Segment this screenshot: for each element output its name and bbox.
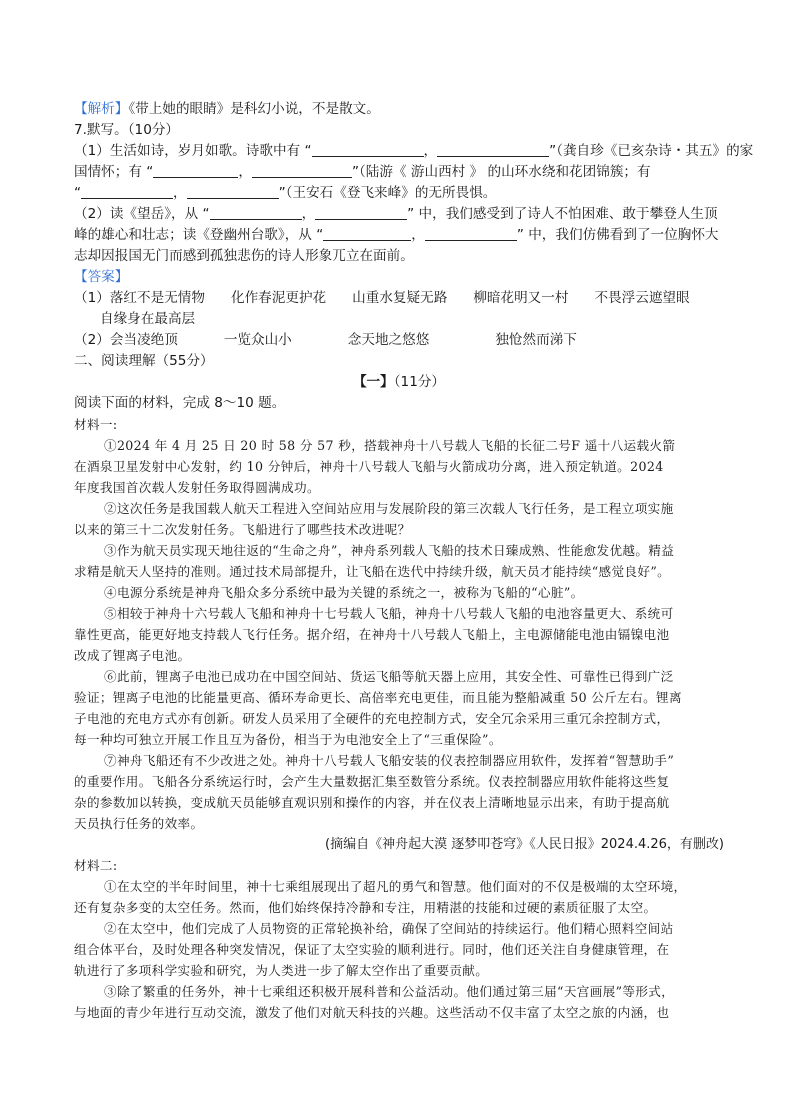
answer-blank[interactable] <box>252 163 352 178</box>
answer-blank[interactable] <box>187 184 279 199</box>
q7-line-6: 志却因报国无门而感到孤独悲伤的诗人形象兀立在面前。 <box>74 248 414 264</box>
analysis-text: 《带上她的眼睛》是科幻小说，不是散文。 <box>128 101 380 117</box>
material-2-line: 与地面的青少年进行互动交流，激发了他们对航天科技的兴趣。这些活动不仅丰富了太空之旅的内涵，也 <box>74 1005 670 1020</box>
answer-blank[interactable] <box>153 163 238 178</box>
reading-instruction: 阅读下面的材料，完成 8～10 题。 <box>74 395 286 411</box>
answer-blank[interactable] <box>315 205 407 220</box>
material-1-line: 验证；锂离子电池的比能量更高、循环寿命更长、高倍率充电更佳，而且能为整船减重 50 公斤左右。锂离 <box>74 690 682 705</box>
material-1-line: 天员执行任务的效率。 <box>74 816 204 831</box>
part-title-label: 【一】 <box>352 374 394 390</box>
answer-row-3 <box>74 330 724 351</box>
material-1-line: 以来的第三十二次发射任务。飞船进行了哪些技术改进呢？ <box>74 522 411 537</box>
q7-text: ” 中，我们仿佛看到了一位胸怀大 <box>516 227 719 243</box>
answer-blank[interactable] <box>425 226 517 241</box>
material-1-line: ①2024 年 4 月 25 日 20 时 58 分 57 秒，搭载神舟十八号载人飞船的长征二号F 遥十八运载火箭 <box>104 438 676 453</box>
answer-item: 会当凌绝顶 <box>109 332 178 348</box>
material-1-line: 杂的参数加以转换，变成航天员能够直观识别和操作的内容，并在仪表上清晰地显示出来，有助于提高航 <box>74 795 670 810</box>
q7-text: ”（陆游《 游山西村 》 的山环水绕和花团锦簇；有 <box>351 164 651 180</box>
answer-row-2: 自缘身在最高层 <box>100 311 196 327</box>
material-2-line: 轨进行了多项科学实验和研究，为人类进一步了解太空作出了重要贡献。 <box>74 963 489 978</box>
answer-item: 独怆然而涕下 <box>495 332 577 348</box>
q7-text: ， <box>423 143 438 159</box>
part-score: （11分） <box>393 374 446 390</box>
material-1-line: ⑤相较于神舟十六号载人飞船和神舟十七号载人飞船，神舟十八号载人飞船的电池容量更大、系统可 <box>104 606 674 621</box>
answer-tag: 【答案】 <box>74 269 129 285</box>
answer-item: 不畏浮云遮望眼 <box>594 290 690 306</box>
material-1-label: 材料一: <box>74 417 118 432</box>
answer-item: 柳暗花明又一村 <box>473 290 569 306</box>
answer-prefix: （2） <box>74 332 110 348</box>
answer-blank[interactable] <box>81 184 173 199</box>
material-1-line: ④电源分系统是神舟飞船众多分系统中最为关键的系统之一，被称为飞船的“心脏”。 <box>104 585 584 600</box>
part-title <box>74 372 724 393</box>
material-1-line: 子电池的充电方式亦有创新。研发人员采用了全硬件的充电控制方式，安全冗余采用三重冗余控制方式， <box>74 711 670 726</box>
material-2-line: ②在太空中，他们完成了人员物资的正常轮换补给，确保了空间站的持续运行。他们精心照料空间站 <box>104 921 674 936</box>
material-1-line: 求精是航天人坚持的准则。通过技术局部提升，让飞船在迭代中持续升级，航天员才能持续“感觉良好”。 <box>74 564 671 579</box>
answer-item: 一览众山小 <box>223 332 292 348</box>
answer-blank[interactable] <box>323 226 411 241</box>
material-2-line: ①在太空的半年时间里，神十七乘组展现出了超凡的勇气和智慧。他们面对的不仅是极端的太空环境， <box>104 879 687 894</box>
q7-text: 国情怀；有 “ <box>74 164 154 180</box>
material-1-line: 在酒泉卫星发射中心发射，约 10 分钟后，神舟十八号载人飞船与火箭成功分离，进入预定轨道。2024 <box>74 459 664 474</box>
material-1-line: 每一种均可独立开展工作且互为备份，相当于为电池安全上了“三重保险”。 <box>74 732 502 747</box>
q7-line-1 <box>74 141 754 162</box>
material-1-line: 改成了锂离子电池。 <box>74 648 191 663</box>
material-2-label: 材料二: <box>74 858 118 873</box>
material-2-line: 组合体平台，及时处理各种突发情况，保证了太空实验的顺利进行。同时，他们还关注自身健康管理，在 <box>74 942 670 957</box>
q7-line-2 <box>74 162 724 183</box>
section-2-heading: 二、阅读理解（55分） <box>74 353 214 369</box>
q7-text: ”（龚自珍《已亥杂诗・其五》的家 <box>549 143 754 159</box>
q7-line-3 <box>74 183 724 204</box>
answer-item: 念天地之悠悠 <box>347 332 430 348</box>
material-1-line: 年度我国首次载人发射任务取得圆满成功。 <box>74 480 320 495</box>
question-7-title: 7.默写。（10分） <box>74 122 180 138</box>
q7-text: ， <box>238 164 252 180</box>
material-1-line: 靠性更高，能更好地支持载人飞行任务。据介绍，在神舟十八号载人飞船上，主电源储能电池由镉镍电池 <box>74 627 670 642</box>
q7-text: （1）生活如诗，岁月如歌。诗歌中有 “ <box>74 143 312 159</box>
material-2-line: ③除了繁重的任务外，神十七乘组还积极开展科普和公益活动。他们通过第三届“天宫画展”等形式， <box>104 984 675 999</box>
answer-item: 落红不是无情物 <box>109 290 205 306</box>
answer-item: 山重水复疑无路 <box>352 290 448 306</box>
q7-text: （2）读《望岳》，从 “ <box>74 206 210 222</box>
q7-text: ， <box>411 227 425 243</box>
material-2-line: 还有复杂多变的太空任务。然而，他们始终保持冷静和专注，用精湛的技能和过硬的素质征服了太空。 <box>74 900 657 915</box>
answer-row-1 <box>74 288 724 309</box>
q7-text: ， <box>173 185 187 201</box>
q7-text: ” 中，我们感受到了诗人不怕困难、敢于攀登人生顶 <box>407 206 718 222</box>
q7-line-5 <box>74 225 724 246</box>
material-1-line: ②这次任务是我国载人航天工程进入空间站应用与发展阶段的第三次载人飞行任务，是工程立项实施 <box>104 501 674 516</box>
answer-blank[interactable] <box>437 142 549 157</box>
material-1-line: ③作为航天员实现天地往返的“生命之舟”，神舟系列载人飞船的技术日臻成熟、性能愈发优越。精益 <box>104 543 675 558</box>
answer-blank[interactable] <box>210 205 302 220</box>
analysis-tag: 【解析】 <box>74 101 129 117</box>
analysis-line <box>74 99 724 120</box>
q7-line-4 <box>74 204 724 225</box>
answer-prefix: （1） <box>74 290 110 306</box>
material-1-line: ⑦神舟飞船还有不少改进之处。神舟十八号载人飞船安装的仪表控制器应用软件，发挥着“智慧助手” <box>104 753 675 768</box>
material-1-source: (摘编自《神舟起大漠 逐梦叩苍穹》《人民日报》2024.4.26，有删改) <box>325 837 724 852</box>
q7-text: ”（王安石《登飞来峰》的无所畏惧。 <box>278 185 497 201</box>
q7-text: “ <box>74 185 82 201</box>
material-1-line: 的重要作用。飞船各分系统运行时，会产生大量数据汇集至数管分系统。仪表控制器应用软件能将这些复 <box>74 774 670 789</box>
q7-text: 峰的雄心和壮志；读《登幽州台歌》，从 “ <box>74 227 324 243</box>
answer-blank[interactable] <box>312 142 424 157</box>
material-1-line: ⑥此前，锂离子电池已成功在中国空间站、货运飞船等航天器上应用，其安全性、可靠性已得到广泛 <box>104 669 674 684</box>
answer-item: 化作春泥更护花 <box>231 290 327 306</box>
q7-text: ， <box>301 206 316 222</box>
